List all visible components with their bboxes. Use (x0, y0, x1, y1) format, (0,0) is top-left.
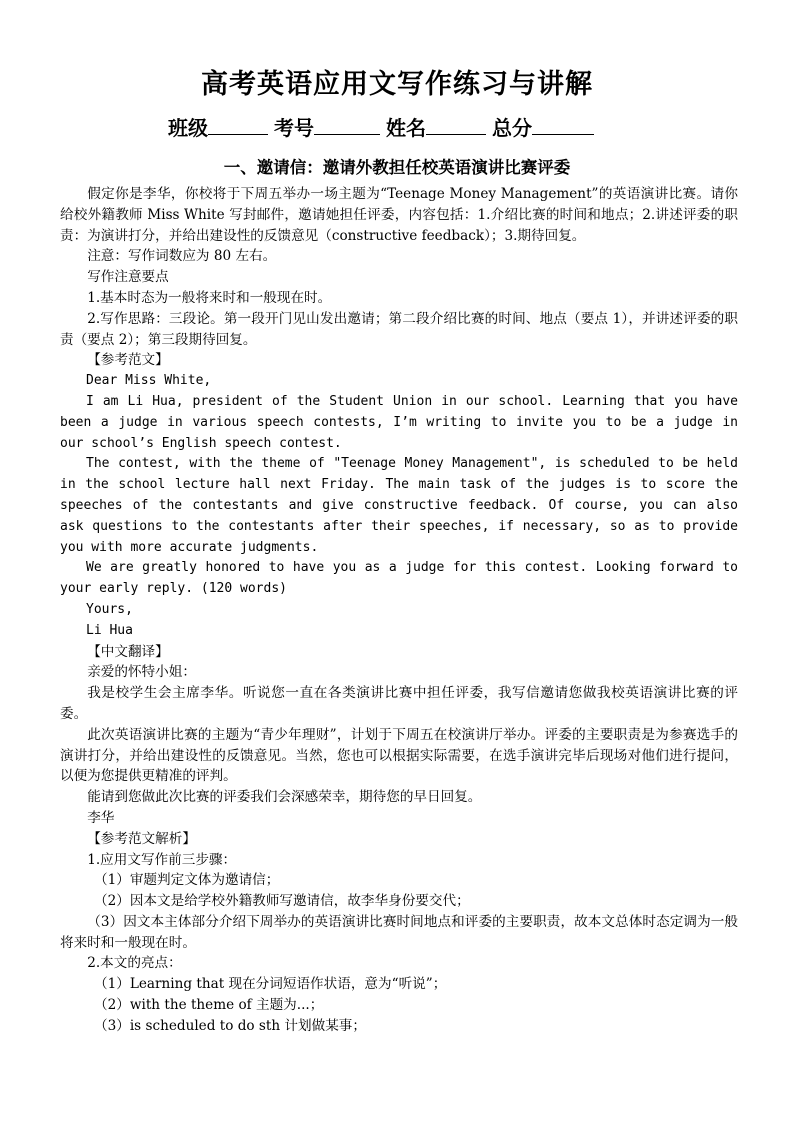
letter-paragraph: We are greatly honored to have you as a judge for this contest. Looking forward to your early reply. (120 words) (60, 560, 738, 597)
exam-no-blank (314, 116, 380, 135)
document-title: 高考英语应用文写作练习与讲解 (201, 69, 593, 100)
translation-greeting: 亲爱的怀特小姐： (87, 664, 196, 681)
analysis-item: 1.应用文写作前三步骤： (87, 851, 237, 868)
class-label: 班级 (168, 116, 208, 140)
translation-paragraph: 我是校学生会主席李华。听说您一直在各类演讲比赛中担任评委，我写信邀请您做我校英语演讲比赛的评委。 (60, 685, 738, 722)
translation-signature: 李华 (87, 809, 115, 826)
name-blank (426, 116, 486, 135)
analysis-subitem: （1）Learning that 现在分词短语作状语，意为“听说”； (94, 976, 447, 993)
analysis-item: 2.本文的亮点： (87, 955, 182, 972)
analysis-heading: 【参考范文解析】 (87, 830, 196, 847)
translation-paragraph: 能请到您做此次比赛的评委我们会深感荣幸，期待您的早日回复。 (87, 789, 482, 806)
student-info-line (168, 112, 628, 141)
translation-paragraph: 此次英语演讲比赛的主题为“青少年理财”，计划于下周五在校演讲厅举办。评委的主要职责是为参赛选手的演讲打分，并给出建设性的反馈意见。当然，您也可以根据实际需要，在选手演讲完毕后现场对他们进行提问，以便为您提供更精准的评判。 (60, 726, 738, 785)
analysis-subitem: （2）因本文是给学校外籍教师写邀请信，故李华身份要交代； (94, 893, 470, 910)
analysis-subitem: （3）is scheduled to do sth 计划做某事； (94, 1017, 366, 1034)
translation-heading: 【中文翻译】 (87, 643, 169, 660)
letter-paragraph: The contest, with the theme of "Teenage Money Management", is scheduled to be held in the school lecture hall next Friday. The main task of the judges is to score the speeches of the contestants and give constructive feedback. Of course, you can also ask questions to the contestants after their speeches, if necessary, so as to provide you with more accurate judgments. (60, 456, 738, 555)
tip-item: 1.基本时态为一般将来时和一般现在时。 (87, 289, 332, 306)
score-blank (532, 116, 594, 135)
letter-closing: Yours, (86, 601, 133, 617)
analysis-subitem: （1）审题判定文体为邀请信； (94, 872, 280, 889)
prompt-paragraph: 假定你是李华，你校将于下周五举办一场主题为“Teenage Money Management”的英语演讲比赛。请你给校外籍教师 Miss White 写封邮件，邀请她担任评委，内容包括：1.介绍比赛的时间和地点；2.讲述评委的职责：为演讲打分，并给出建设性的反馈意见（constructive feedback）；3.期待回复。 (60, 186, 738, 244)
exam-no-label: 考号 (274, 116, 314, 140)
sample-heading: 【参考范文】 (87, 352, 169, 369)
letter-paragraph: I am Li Hua, president of the Student Union in our school. Learning that you have been a judge in various speech contests, I’m writing to invite you to be a judge in our school’s English speech contest. (60, 393, 738, 451)
letter-greeting: Dear Miss White, (86, 373, 212, 389)
section-title: 一、邀请信：邀请外教担任校英语演讲比赛评委 (223, 158, 571, 177)
tips-heading: 写作注意要点 (87, 269, 169, 286)
analysis-subitem: （3）因文本主体部分介绍下周举办的英语演讲比赛时间地点和评委的主要职责，故本文总体时态定调为一般将来时和一般现在时。 (60, 913, 738, 951)
analysis-subitem: （2）with the theme of 主题为...； (94, 997, 324, 1014)
score-label: 总分 (492, 116, 532, 140)
class-blank (208, 116, 268, 135)
prompt-note: 注意：写作词数应为 80 左右。 (87, 248, 277, 265)
tip-item: 2.写作思路：三段论。第一段开门见山发出邀请；第二段介绍比赛的时间、地点（要点 1），并讲述评委的职责（要点 2）；第三段期待回复。 (60, 310, 738, 348)
name-label: 姓名 (386, 116, 426, 140)
document-body (60, 184, 738, 1037)
letter-signature: Li Hua (86, 622, 133, 638)
